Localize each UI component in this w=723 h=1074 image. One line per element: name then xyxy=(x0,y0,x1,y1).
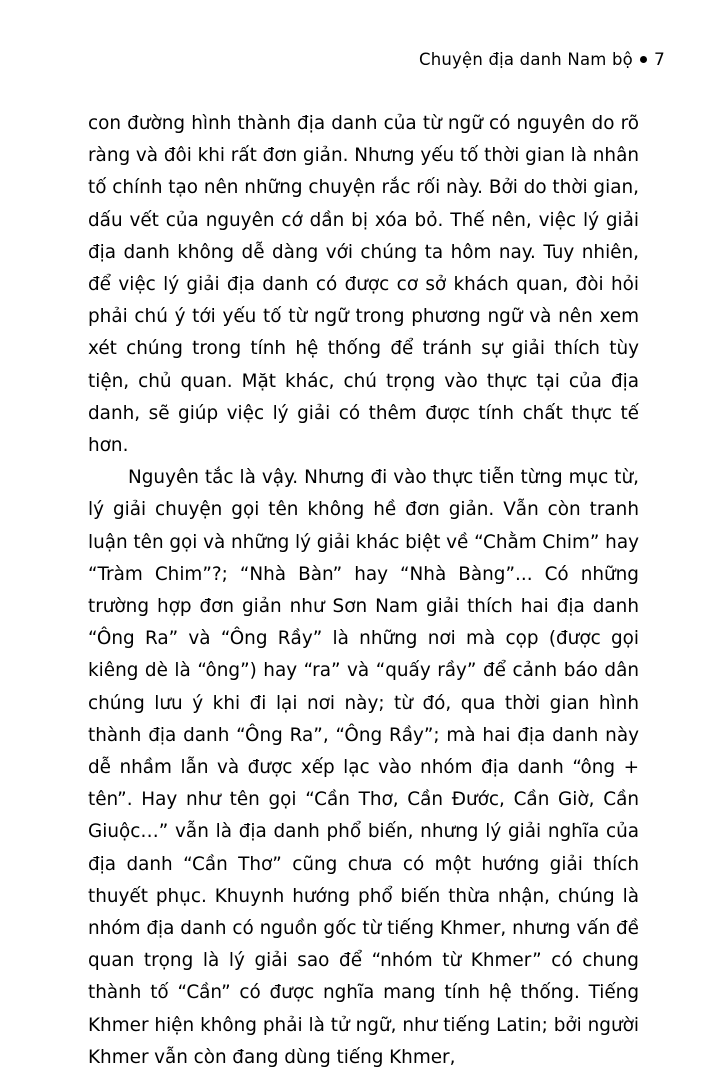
paragraph-1: con đường hình thành địa danh của từ ngữ có nguyên do rõ ràng và đôi khi rất đơn giản. Nhưng yếu tố thời gian là nhân tố chính tạo nên những chuyện rắc rối này. Bởi do thời gian, dấu vết của nguyên cớ dần bị xóa bỏ. Thế nên, việc lý giải địa danh không dễ dàng với chúng ta hôm nay. Tuy nhiên, để việc lý giải địa danh có được cơ sở khách quan, đòi hỏi phải chú ý tới yếu tố từ ngữ trong phương ngữ và nên xem xét chúng trong tính hệ thống để tránh sự giải thích tùy tiện, chủ quan. Mặt khác, chú trọng vào thực tại của địa danh, sẽ giúp việc lý giải có thêm được tính chất thực tế hơn. xyxy=(88,113,639,457)
bullet-dot-icon xyxy=(640,56,647,63)
page-header xyxy=(0,50,665,70)
running-title: Chuyện địa danh Nam bộ xyxy=(419,50,633,69)
page-body xyxy=(88,108,639,1074)
page-number: 7 xyxy=(653,50,665,70)
paragraph-2: Nguyên tắc là vậy. Nhưng đi vào thực tiễn từng mục từ, lý giải chuyện gọi tên không hề đơn giản. Vẫn còn tranh luận tên gọi và những lý giải khác biệt về “Chằm Chim” hay “Tràm Chim”?; “Nhà Bàn” hay “Nhà Bàng”... Có những trường hợp đơn giản như Sơn Nam giải thích hai địa danh “Ông Ra” và “Ông Rầy” là những nơi mà cọp (được gọi kiêng dè là “ông”) hay “ra” và “quấy rầy” để cảnh báo dân chúng lưu ý khi đi lại nơi này; từ đó, qua thời gian hình thành địa danh “Ông Ra”, “Ông Rầy”; mà hai địa danh này dễ nhầm lẫn và được xếp lạc vào nhóm địa danh “ông + tên”. Hay như tên gọi “Cần Thơ, Cần Đước, Cần Giờ, Cần Giuộc…” vẫn là địa danh phổ biến, nhưng lý giải nghĩa của địa danh “Cần Thơ” cũng chưa có một hướng giải thích thuyết phục. Khuynh hướng phổ biến thừa nhận, chúng là nhóm địa danh có nguồn gốc từ tiếng Khmer, nhưng vấn đề quan trọng là lý giải sao để “nhóm từ Khmer” có chung thành tố “Cần” có được nghĩa mang tính hệ thống. Tiếng Khmer hiện không phải là tử ngữ, như tiếng Latin; bởi người Khmer vẫn còn đang dùng tiếng Khmer, xyxy=(88,467,639,1068)
